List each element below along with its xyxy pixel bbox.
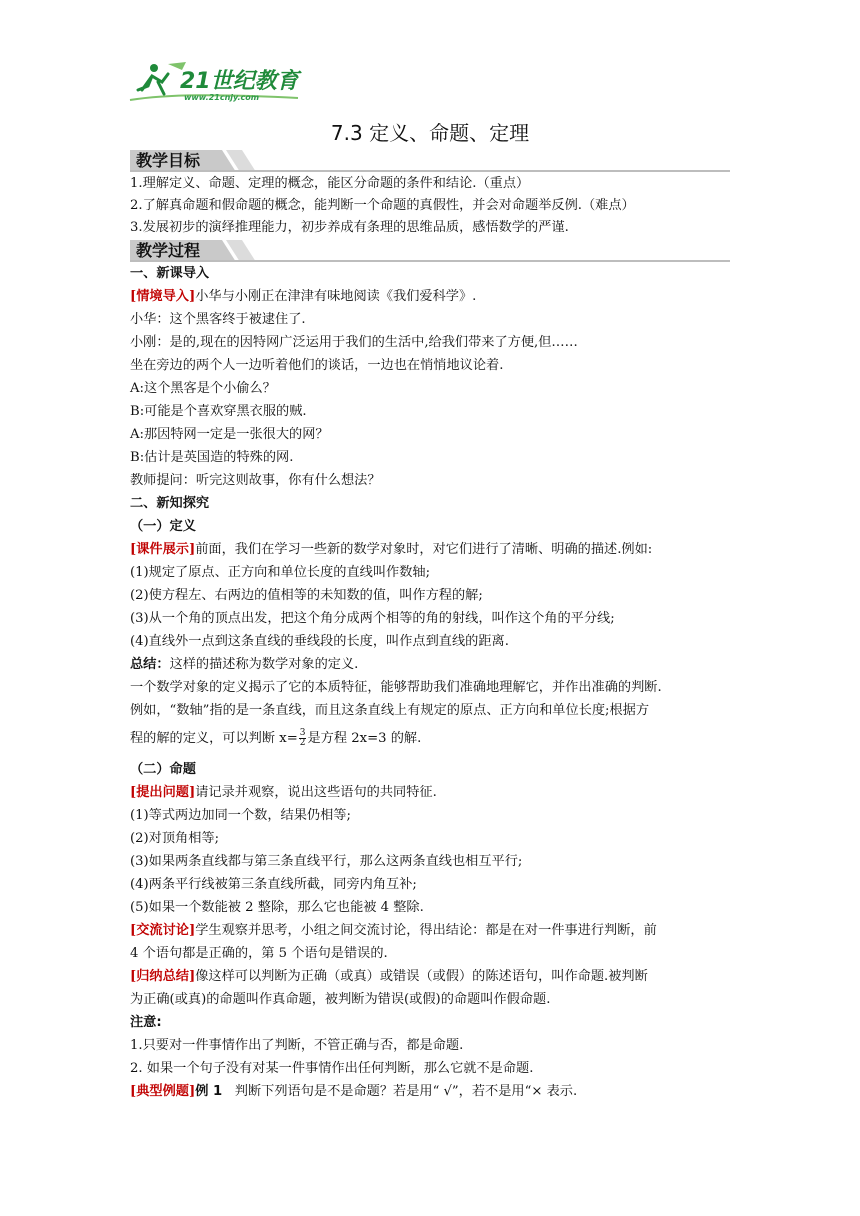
dialogue-line: B:估计是英国造的特殊的网. [130,450,294,465]
tag-discussion: [交流讨论] [130,923,196,938]
example-intro [130,1081,735,1102]
example-text: 判断下列语句是不是命题？若是用“ √”，若不是用“× 表示. [234,1084,578,1099]
tag-example: [典型例题] [130,1084,196,1099]
conclusion-text: 像这样可以判断为正确（或真）或错误（或假）的陈述语句，叫作命题.被判断 [195,969,648,984]
summary-label: 总结： [130,657,170,672]
tag-scenario: [情境导入] [130,289,196,304]
dialogue-line: 坐在旁边的两个人一边听着他们的谈话，一边也在悄悄地议论着. [130,358,504,373]
definition-example: (1)规定了原点、正方向和单位长度的直线叫作数轴; [130,565,431,580]
conclusion [130,966,735,987]
courseware-display [130,539,735,560]
dialogue-line: 小华：这个黑客终于被逮住了. [130,312,306,327]
dialogue-line: A:那因特网一定是一张很大的网？ [130,427,329,442]
section-title-process: 教学过程 [136,241,201,260]
paragraph-text: 程的解的定义，可以判断 x= [130,731,298,746]
goal-item: 3.发展初步的演绎推理能力，初步养成有条理的思维品质，感悟数学的严谨. [130,220,569,235]
summary-line [130,654,735,675]
example-label: 例 1 [195,1084,223,1099]
scenario-intro [130,286,735,307]
brand-logo [128,60,303,106]
dialogue-line: 教师提问：听完这则故事，你有什么想法？ [130,473,381,488]
definition-example: (3)从一个角的顶点出发，把这个角分成两个相等的角的射线，叫作这个角的平分线; [130,611,615,626]
statement-item: (3)如果两条直线都与第三条直线平行，那么这两条直线也相互平行; [130,854,523,869]
goal-item: 2.了解真命题和假命题的概念，能判断一个命题的真假性，并会对命题举反例.（难点） [130,198,635,213]
fraction-numerator: 3 [299,728,306,738]
goal-item: 1.理解定义、命题、定理的概念，能区分命题的条件和结论.（重点） [130,176,530,191]
paragraph-line-with-fraction [130,728,735,749]
ask-question [130,782,735,803]
heading-explore: 二、新知探究 [130,496,210,511]
tag-courseware: [课件展示] [130,542,196,557]
scenario-text: 小华与小刚正在津津有味地阅读《我们爱科学》. [195,289,477,304]
statement-item: (4)两条平行线被第三条直线所截，同旁内角互补; [130,877,417,892]
statement-item: (1)等式两边加同一个数，结果仍相等; [130,808,351,823]
dialogue-line: A:这个黑客是个小偷么？ [130,381,276,396]
page-title: 7.3 定义、命题、定理 [330,121,530,145]
definition-example: (4)直线外一点到这条直线的垂线段的长度，叫作点到直线的距离. [130,634,509,649]
paragraph-line: 例如，“数轴”指的是一条直线，而且这条直线上有规定的原点、正方向和单位长度;根据方 [130,703,650,718]
tag-ask: [提出问题] [130,785,196,800]
conclusion-continued: 为正确(或真)的命题叫作真命题，被判断为错误(或假)的命题叫作假命题. [130,992,551,1007]
note-item: 1.只要对一件事情作出了判断，不管正确与否，都是命题. [130,1038,464,1053]
logo-wordmark: 21世纪教育 [180,69,299,94]
dialogue-line: B:可能是个喜欢穿黑衣服的贼. [130,404,307,419]
fraction-denominator: 2 [299,738,306,748]
courseware-text: 前面，我们在学习一些新的数学对象时，对它们进行了清晰、明确的描述.例如: [195,542,653,557]
statement-item: (2)对顶角相等; [130,831,220,846]
note-item: 2. 如果一个句子没有对某一件事情作出任何判断，那么它就不是命题. [130,1061,534,1076]
statement-item: (5)如果一个数能被 2 整除，那么它也能被 4 整除. [130,900,424,915]
dialogue-line: 小刚：是的,现在的因特网广泛运用于我们的生活中,给我们带来了方便,但…… [130,335,578,350]
subheading-proposition: （二）命题 [130,762,196,777]
paragraph-text: 是方程 2x=3 的解. [307,731,422,746]
subheading-definition: （一）定义 [130,519,196,534]
discussion-continued: 4 个语句都是正确的，第 5 个语句是错误的. [130,946,388,961]
heading-intro: 一、新课导入 [130,266,210,281]
ask-text: 请记录并观察，说出这些语句的共同特征. [195,785,437,800]
definition-example: (2)使方程左、右两边的值相等的未知数的值，叫作方程的解; [130,588,483,603]
section-title-goals: 教学目标 [136,151,201,170]
tag-conclusion: [归纳总结] [130,969,196,984]
paragraph-line: 一个数学对象的定义揭示了它的本质特征，能够帮助我们准确地理解它，并作出准确的判断. [130,680,662,695]
section-banner-process [130,240,730,262]
fraction [299,729,307,748]
discussion [130,920,735,941]
discussion-text: 学生观察并思考，小组之间交流讨论，得出结论：都是在对一件事进行判断，前 [195,923,657,938]
note-label: 注意: [130,1015,162,1030]
logo-url: www.21cnjy.com [184,93,260,102]
section-banner-goals [130,150,730,172]
summary-text: 这样的描述称为数学对象的定义. [169,657,359,672]
